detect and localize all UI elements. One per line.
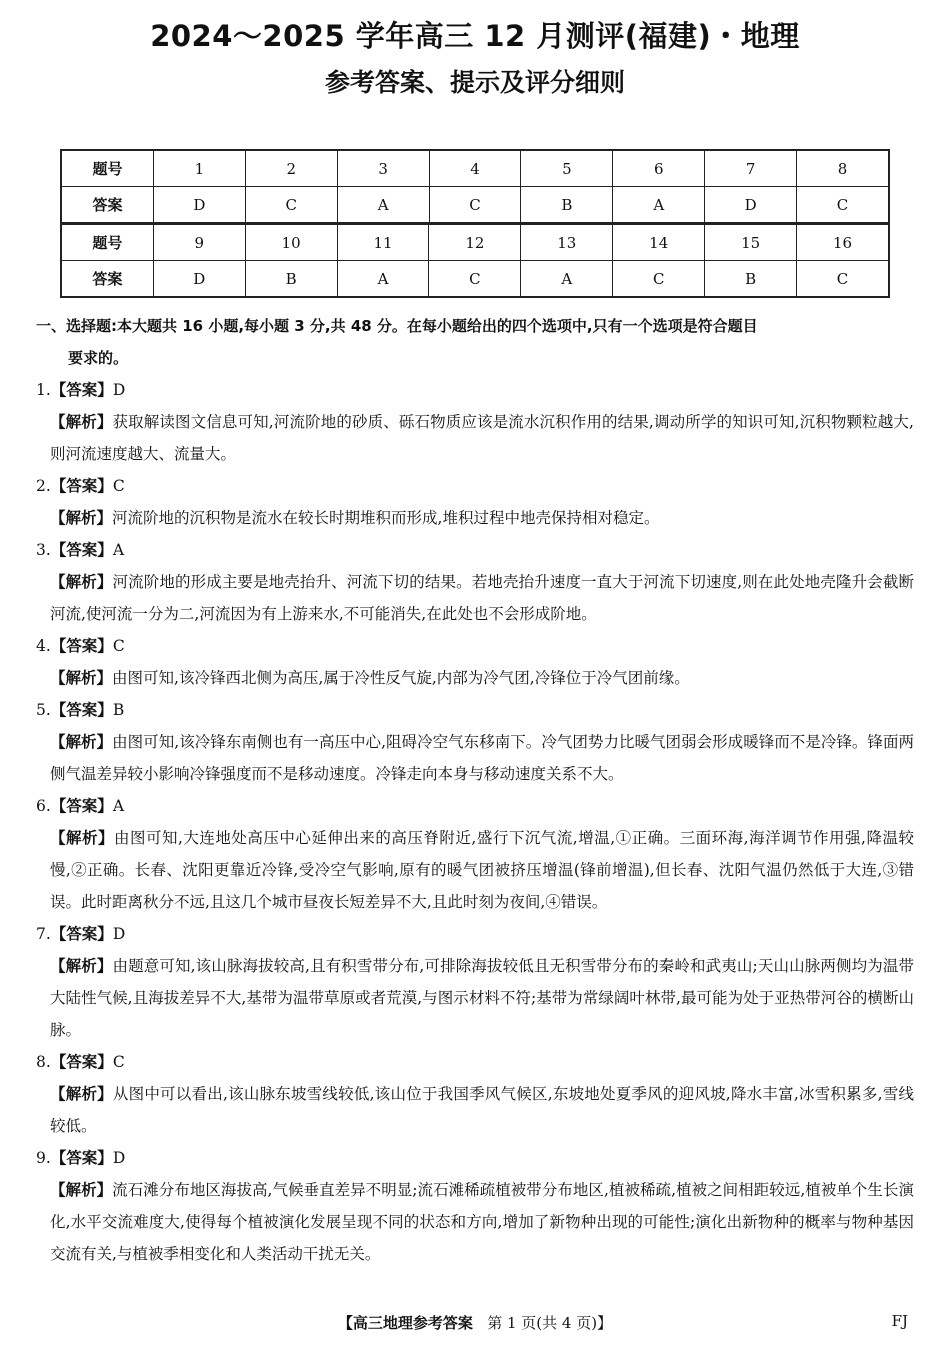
explanation-tag: 【解析】 — [50, 413, 113, 431]
table-cell: C — [429, 187, 521, 224]
answer-tag: 【答案】 — [50, 701, 113, 719]
footer-label: 【高三地理参考答案 — [337, 1314, 473, 1332]
table-cell: 5 — [521, 150, 613, 187]
explanation-tag: 【解析】 — [50, 669, 113, 687]
table-cell: C — [613, 261, 705, 298]
question-explanation — [36, 566, 914, 630]
answer-letter: C — [112, 637, 125, 655]
section-intro-continuation: 要求的。 — [68, 349, 129, 367]
explanation-tag: 【解析】 — [50, 573, 113, 591]
explanation-text: 河流阶地的沉积物是流水在较长时期堆积而形成,堆积过程中地壳保持相对稳定。 — [112, 509, 660, 527]
explanation-tag: 【解析】 — [50, 829, 114, 847]
answer-letter: D — [112, 381, 126, 399]
question-explanation — [36, 502, 914, 534]
section-intro-text: 一、选择题:本大题共 16 小题,每小题 3 分,共 48 分。在每小题给出的四个选项中,只有一个选项是符合题目 — [36, 317, 758, 335]
question-answer-line — [36, 1142, 914, 1174]
answer-tag: 【答案】 — [50, 637, 113, 655]
table-cell: A — [521, 261, 613, 298]
question-number: 1. — [36, 381, 51, 399]
answer-letter: C — [112, 477, 125, 495]
table-cell: 14 — [613, 224, 705, 261]
question-answer-line — [36, 694, 914, 726]
answer-letter: A — [112, 797, 125, 815]
table-row-answers — [61, 261, 889, 298]
explanation-text: 由图可知,该冷锋东南侧也有一高压中心,阻碍冷空气东移南下。冷气团势力比暖气团弱会形成暖锋而不是冷锋。锋面两侧气温差异较小影响冷锋强度而不是移动速度。冷锋走向本身与移动速度关系不大。 — [50, 733, 914, 783]
row-header-question: 题号 — [61, 224, 153, 261]
answer-tag: 【答案】 — [50, 925, 113, 943]
question-explanation — [36, 662, 914, 694]
table-cell: C — [797, 261, 889, 298]
question-explanation — [36, 950, 914, 1046]
section-intro — [36, 310, 914, 374]
question-answer-line — [36, 918, 914, 950]
table-cell: 13 — [521, 224, 613, 261]
table-cell: C — [797, 187, 889, 224]
question-number: 4. — [36, 637, 51, 655]
answer-letter: A — [112, 541, 125, 559]
explanation-tag: 【解析】 — [50, 733, 113, 751]
table-cell: A — [337, 187, 429, 224]
answer-tag: 【答案】 — [50, 1149, 113, 1167]
explanation-tag: 【解析】 — [50, 1085, 113, 1103]
answer-letter: C — [112, 1053, 125, 1071]
table-cell: 10 — [245, 224, 337, 261]
question-answer-line — [36, 374, 914, 406]
answer-tag: 【答案】 — [50, 797, 113, 815]
question-explanation — [36, 822, 914, 918]
table-cell: B — [705, 261, 797, 298]
table-cell: 15 — [705, 224, 797, 261]
table-cell: 16 — [797, 224, 889, 261]
table-row-answers — [61, 187, 889, 224]
table-cell: D — [705, 187, 797, 224]
question-explanation — [36, 726, 914, 790]
question-answer-line — [36, 790, 914, 822]
footer-code: FJ — [891, 1312, 908, 1330]
question-answer-line — [36, 470, 914, 502]
question-answer-line — [36, 1046, 914, 1078]
answer-tag: 【答案】 — [50, 1053, 113, 1071]
question-explanation — [36, 406, 914, 470]
question-number: 6. — [36, 797, 51, 815]
explanation-tag: 【解析】 — [50, 1181, 113, 1199]
explanation-text: 由题意可知,该山脉海拔较高,且有积雪带分布,可排除海拔较低且无积雪带分布的秦岭和武夷山;天山山脉两侧均为温带大陆性气候,且海拔差异不大,基带为温带草原或者荒漠,与图示材料不符;基带为常绿阔叶林带,最可能为处于亚热带河谷的横断山脉。 — [50, 957, 914, 1039]
explanation-tag: 【解析】 — [50, 957, 113, 975]
table-cell: B — [521, 187, 613, 224]
table-cell: D — [153, 187, 245, 224]
table-cell: 8 — [797, 150, 889, 187]
question-number: 7. — [36, 925, 51, 943]
answer-letter: D — [112, 1149, 126, 1167]
question-answer-line — [36, 534, 914, 566]
table-cell: 9 — [153, 224, 245, 261]
table-cell: D — [153, 261, 245, 298]
page-footer — [0, 1312, 950, 1333]
question-explanation — [36, 1078, 914, 1142]
answer-table-1 — [60, 149, 890, 224]
table-cell: 1 — [153, 150, 245, 187]
row-header-answer: 答案 — [61, 261, 153, 298]
table-cell: 6 — [613, 150, 705, 187]
table-cell: C — [429, 261, 521, 298]
explanation-text: 流石滩分布地区海拔高,气候垂直差异不明显;流石滩稀疏植被带分布地区,植被稀疏,植被之间相距较远,植被单个生长演化,水平交流难度大,使得每个植被演化发展呈现不同的状态和方向,增加了新物种出现的可能性;演化出新物种的概率与物种基因交流有关,与植被季相变化和人类活动干扰无关。 — [50, 1181, 914, 1263]
table-cell: 11 — [337, 224, 429, 261]
solutions-content — [36, 310, 914, 1270]
table-cell: B — [245, 261, 337, 298]
table-cell: A — [613, 187, 705, 224]
row-header-question: 题号 — [61, 150, 153, 187]
explanation-text: 由图可知,该冷锋西北侧为高压,属于冷性反气旋,内部为冷气团,冷锋位于冷气团前缘。 — [112, 669, 690, 687]
question-number: 5. — [36, 701, 51, 719]
table-row-numbers — [61, 224, 889, 261]
explanation-text: 河流阶地的形成主要是地壳抬升、河流下切的结果。若地壳抬升速度一直大于河流下切速度,则在此处地壳隆升会截断河流,使河流一分为二,河流因为有上游来水,不可能消失,在此处也不会形成阶地。 — [50, 573, 914, 623]
question-number: 2. — [36, 477, 51, 495]
question-list — [36, 374, 914, 1270]
answer-tag: 【答案】 — [50, 477, 113, 495]
question-number: 9. — [36, 1149, 51, 1167]
answer-letter: B — [112, 701, 125, 719]
answer-table-2 — [60, 223, 890, 298]
explanation-text: 获取解读图文信息可知,河流阶地的砂质、砾石物质应该是流水沉积作用的结果,调动所学的知识可知,沉积物颗粒越大,则河流速度越大、流量大。 — [50, 413, 914, 463]
explanation-tag: 【解析】 — [50, 509, 113, 527]
table-cell: 12 — [429, 224, 521, 261]
table-row-numbers — [61, 150, 889, 187]
question-explanation — [36, 1174, 914, 1270]
question-answer-line — [36, 630, 914, 662]
footer-page-info: 第 1 页(共 4 页)】 — [487, 1314, 613, 1332]
answer-tag: 【答案】 — [50, 541, 113, 559]
table-cell: A — [337, 261, 429, 298]
question-number: 8. — [36, 1053, 51, 1071]
table-cell: 4 — [429, 150, 521, 187]
answer-tag: 【答案】 — [50, 381, 113, 399]
page-subtitle: 参考答案、提示及评分细则 — [324, 68, 625, 97]
explanation-text: 从图中可以看出,该山脉东坡雪线较低,该山位于我国季风气候区,东坡地处夏季风的迎风坡,降水丰富,冰雪积累多,雪线较低。 — [50, 1085, 914, 1135]
question-number: 3. — [36, 541, 51, 559]
page-title: 2024～2025 学年高三 12 月测评(福建)・地理 — [150, 19, 800, 53]
table-cell: 2 — [245, 150, 337, 187]
explanation-text: 由图可知,大连地处高压中心延伸出来的高压脊附近,盛行下沉气流,增温,①正确。三面环海,海洋调节作用强,降温较慢,②正确。长春、沈阳更靠近冷锋,受冷空气影响,原有的暖气团被挤压增温(锋前增温),但长春、沈阳气温仍然低于大连,③错误。此时距离秋分不远,且这几个城市昼夜长短差异不大,且此时刻为夜间,④错误。 — [50, 829, 914, 911]
answer-letter: D — [112, 925, 126, 943]
table-cell: 3 — [337, 150, 429, 187]
table-cell: 7 — [705, 150, 797, 187]
row-header-answer: 答案 — [61, 187, 153, 224]
table-cell: C — [245, 187, 337, 224]
